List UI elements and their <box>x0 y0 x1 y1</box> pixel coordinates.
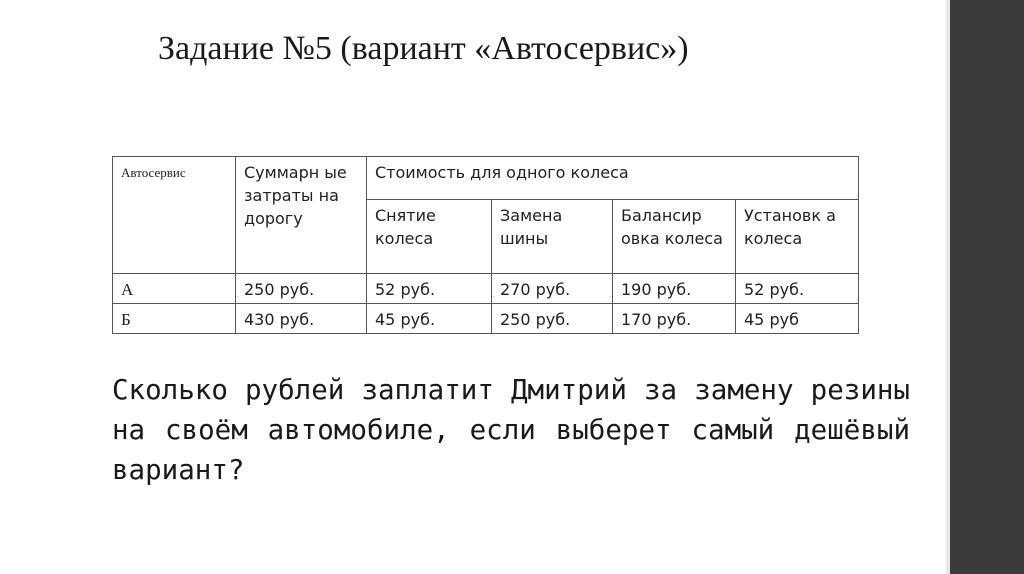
service-table <box>112 156 859 334</box>
subheader-tire-replacement: Замена шины <box>492 200 613 274</box>
table-cell: 170 руб. <box>613 304 736 334</box>
row-label: Б <box>113 304 236 334</box>
table-header-row <box>113 157 859 200</box>
header-service: Автосервис <box>113 157 236 274</box>
table-row <box>113 274 859 304</box>
table-cell: 52 руб. <box>736 274 859 304</box>
table-cell: 190 руб. <box>613 274 736 304</box>
header-cost-per-wheel: Стоимость для одного колеса <box>367 157 859 200</box>
table-cell: 45 руб. <box>367 304 492 334</box>
table-cell: 250 руб. <box>492 304 613 334</box>
side-bar <box>950 0 1024 574</box>
subheader-installation: Установк а колеса <box>736 200 859 274</box>
table-cell: 430 руб. <box>236 304 367 334</box>
subheader-balancing: Балансир овка колеса <box>613 200 736 274</box>
table-cell: 270 руб. <box>492 274 613 304</box>
table-row <box>113 304 859 334</box>
table-cell: 52 руб. <box>367 274 492 304</box>
question-text: Сколько рублей заплатит Дмитрий за замену резины на своём автомобиле, если выберет самый дешёвый вариант? <box>112 374 910 486</box>
row-label: А <box>113 274 236 304</box>
table-cell: 45 руб <box>736 304 859 334</box>
header-total-cost: Суммарн ые затраты на дорогу <box>236 157 367 274</box>
slide-title: Задание №5 (вариант «Автосервис») <box>158 30 689 67</box>
table-cell: 250 руб. <box>236 274 367 304</box>
subheader-removal: Снятие колеса <box>367 200 492 274</box>
